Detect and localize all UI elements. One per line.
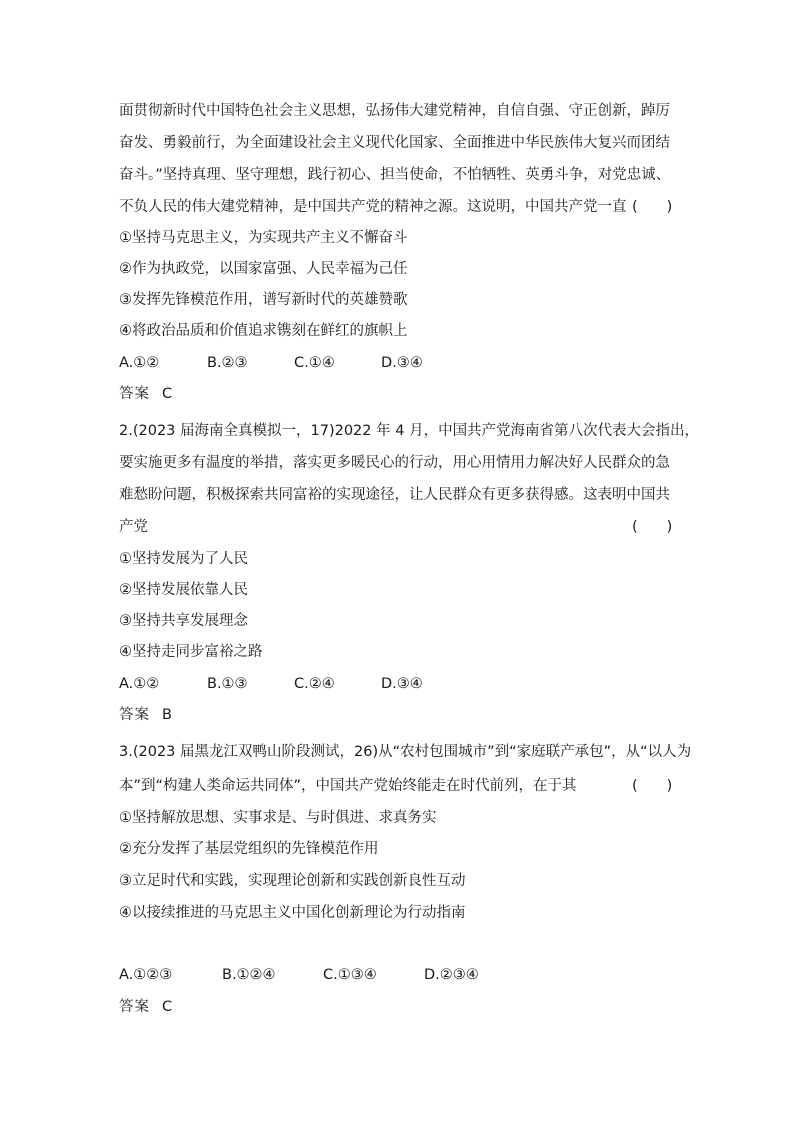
q2-choice-d: D.③④ <box>381 676 423 692</box>
q3-option-2: ②充分发挥了基层党组织的先锋模范作用 <box>119 841 379 857</box>
q3-choice-b: B.①②④ <box>222 967 276 983</box>
q1-answer-paren: ( ) <box>632 199 673 215</box>
q1-option-1: ①坚持马克思主义，为实现共产主义不懈奋斗 <box>119 230 408 246</box>
q2-answer-value: B <box>162 707 172 723</box>
q2-answer <box>119 705 172 725</box>
q1-choice-c: C.①④ <box>294 355 335 371</box>
q1-option-3: ③发挥先锋模范作用，谱写新时代的英雄赞歌 <box>119 292 408 308</box>
q2-stem-line-4: 产党 <box>119 519 148 535</box>
q3-answer-value: C <box>162 999 173 1015</box>
q3-answer-label: 答案 <box>119 999 150 1015</box>
q3-choice-c: C.①③④ <box>323 967 377 983</box>
q3-option-4: ④以接续推进的马克思主义中国化创新理论为行动指南 <box>119 905 466 921</box>
q1-stem-line-3: 奋斗。”坚持真理、坚守理想，践行初心、担当使命，不怕牺牲、英勇斗争，对党忠诚、 <box>119 167 671 183</box>
q1-option-4: ④将政治品质和价值追求镌刻在鲜红的旗帜上 <box>119 323 408 339</box>
q2-option-3: ③坚持共享发展理念 <box>119 613 248 629</box>
q2-stem-line-1: 2.(2023 届海南全真模拟一，17)2022 年 4 月，中国共产党海南省第八次代表大会指出， <box>119 423 700 439</box>
q1-choice-d: D.③④ <box>381 355 423 371</box>
q1-answer <box>119 384 172 404</box>
q1-option-2: ②作为执政党，以国家富强、人民幸福为己任 <box>119 261 408 277</box>
q2-option-1: ①坚持发展为了人民 <box>119 551 248 567</box>
q3-option-1: ①坚持解放思想、实事求是、与时俱进、求真务实 <box>119 810 437 826</box>
q2-answer-label: 答案 <box>119 707 150 723</box>
q3-answer-paren: ( ) <box>632 778 673 794</box>
q3-choice-a: A.①②③ <box>119 967 173 983</box>
q1-choice-b: B.②③ <box>207 355 248 371</box>
q1-stem-line-4: 不负人民的伟大建党精神，是中国共产党的精神之源。这说明，中国共产党一直 <box>119 199 627 215</box>
q2-choice-b: B.①③ <box>207 676 248 692</box>
q3-stem-line-1: 3.(2023 届黑龙江双鸭山阶段测试，26)从“农村包围城市”到“家庭联产承包”，从“以人为 <box>119 744 692 760</box>
q2-answer-paren: ( ) <box>632 519 673 535</box>
q2-stem-line-3: 难愁盼问题，积极探索共同富裕的实现途径，让人民群众有更多获得感。这表明中国共 <box>119 487 670 503</box>
q2-choice-c: C.②④ <box>294 676 335 692</box>
q1-choice-a: A.①② <box>119 355 160 371</box>
q1-answer-value: C <box>162 386 173 402</box>
q3-stem-line-2: 本”到“构建人类命运共同体”，中国共产党始终能走在时代前列，在于其 <box>119 778 577 794</box>
q2-option-4: ④坚持走同步富裕之路 <box>119 644 263 660</box>
q2-stem-line-2: 要实施更多有温度的举措，落实更多暖民心的行动，用心用情用力解决好人民群众的急 <box>119 455 670 471</box>
q1-stem-line-2: 奋发、勇毅前行，为全面建设社会主义现代化国家、全面推进中华民族伟大复兴而团结 <box>119 135 670 151</box>
q3-option-3: ③立足时代和实践，实现理论创新和实践创新良性互动 <box>119 873 466 889</box>
q1-stem-line-1: 面贯彻新时代中国特色社会主义思想，弘扬伟大建党精神，自信自强、守正创新，踔厉 <box>119 103 670 119</box>
q2-choice-a: A.①② <box>119 676 160 692</box>
q3-choice-d: D.②③④ <box>424 967 479 983</box>
q1-answer-label: 答案 <box>119 386 150 402</box>
q3-answer <box>119 997 172 1017</box>
q2-option-2: ②坚持发展依靠人民 <box>119 582 248 598</box>
